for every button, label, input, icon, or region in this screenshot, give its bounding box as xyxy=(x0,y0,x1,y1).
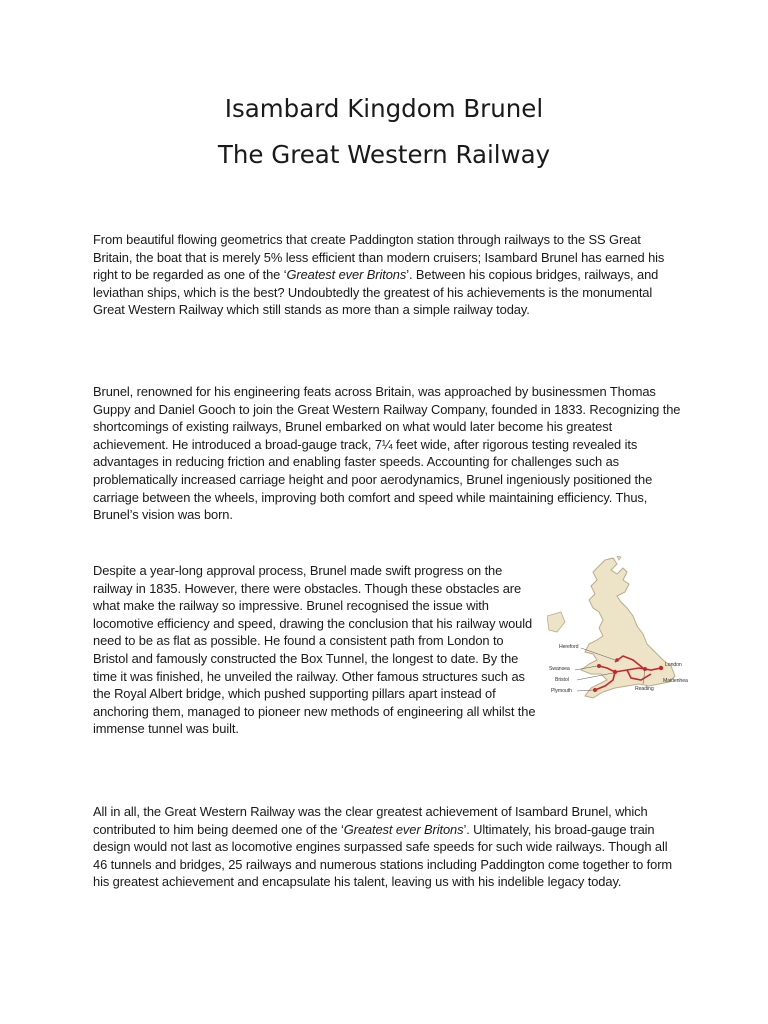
map-label-hereford: Hereford xyxy=(559,644,579,650)
document-title xyxy=(0,86,768,178)
britain-railway-map xyxy=(547,556,695,706)
station-london-dot xyxy=(659,666,663,670)
paragraph-background: Brunel, renowned for his engineering feats across Britain, was approached by businessmen Thomas Guppy and Daniel Gooch to join the Great Western Railway Company, founded in 1833. Recognizing the shortcomings of existing railways, Brunel embarked on what would later become his greatest achievement. He introduced a broad-gauge track, 7¼ feet wide, after rigorous testing revealed its advantages in reducing friction and enabling faster speeds. Accounting for challenges such as problematically increased carriage height and poor aerodynamics, Brunel ingeniously positioned the carriage between the wheels, improving both comfort and speed while maintaining efficiency. Thus, Brunel’s vision was born. xyxy=(93,384,681,523)
station-swansea-dot xyxy=(597,664,601,668)
map-label-maidenhead: Maidenhea xyxy=(663,678,688,684)
paragraph-intro xyxy=(93,231,683,319)
map-label-bristol: Bristol xyxy=(555,677,569,683)
map-label-reading: Reading xyxy=(635,686,654,692)
paragraph-conclusion-text-b: ’. Ultimately, his broad-gauge train design would not last as locomotive engines surpassed safe speeds for such wide railways. Though all 46 tunnels and bridges, 25 railways and numerous stations including Paddington come together to form his greatest achievement and encapsulate his talent, leaving us with his indelible legacy today. xyxy=(93,821,673,890)
paragraph-conclusion-text-a: All in all, the Great Western Railway was the clear greatest achievement of Isambard Brunel, which contributed to him being deemed one of the ‘ xyxy=(93,804,648,837)
map-label-swansea: Swansea xyxy=(549,666,570,672)
ireland-fragment xyxy=(547,612,565,632)
britain-landmass xyxy=(581,558,675,698)
station-hereford-dot xyxy=(615,658,619,662)
map-label-plymouth: Plymouth xyxy=(551,688,572,694)
paragraph-construction xyxy=(93,562,688,738)
railway-map-figure xyxy=(547,562,695,706)
paragraph-intro-emphasis: Greatest ever Britons xyxy=(286,267,407,283)
map-label-london: London xyxy=(665,662,682,668)
paragraph-construction-text: Despite a year-long approval process, Brunel made swift progress on the railway in 1835. However, there were obstacles. Though these obstacles are what make the railway so impressive. Brunel recognised the issue with locomotive efficiency and speed, drawing the conclusion that his railway would need to be as flat as possible. He found a consistent path from London to Bristol and famously constructed the Box Tunnel, the longest to date. By the time it was finished, he unveiled the railway. Other famous structures such as the Royal Albert bridge, which pushed supporting pillars apart instead of anchoring them, managed to pioneer new methods of engineering all whilst the immense tunnel was built. xyxy=(93,563,536,737)
station-plymouth-dot xyxy=(593,688,597,692)
station-bristol-dot xyxy=(613,670,617,674)
title-line-2: The Great Western Railway xyxy=(217,140,551,169)
title-line-1: Isambard Kingdom Brunel xyxy=(224,94,544,123)
paragraph-intro-text-b: ’. Between his copious bridges, railways, and leviathan ships, which is the best? Undoubtedly the greatest of his achievements is the monumental Great Western Railway which still stands as more than a simple railway today. xyxy=(93,267,659,318)
paragraph-conclusion-emphasis: Greatest ever Britons xyxy=(343,821,464,837)
northern-islands xyxy=(617,556,621,560)
paragraph-conclusion xyxy=(93,803,683,891)
paragraph-intro-text-a: From beautiful flowing geometrics that create Paddington station through railways to the SS Great Britain, the boat that is merely 5% less efficient than modern cruisers; Isambard Brunel has earned his right to be regarded as one of the ‘ xyxy=(93,232,665,283)
